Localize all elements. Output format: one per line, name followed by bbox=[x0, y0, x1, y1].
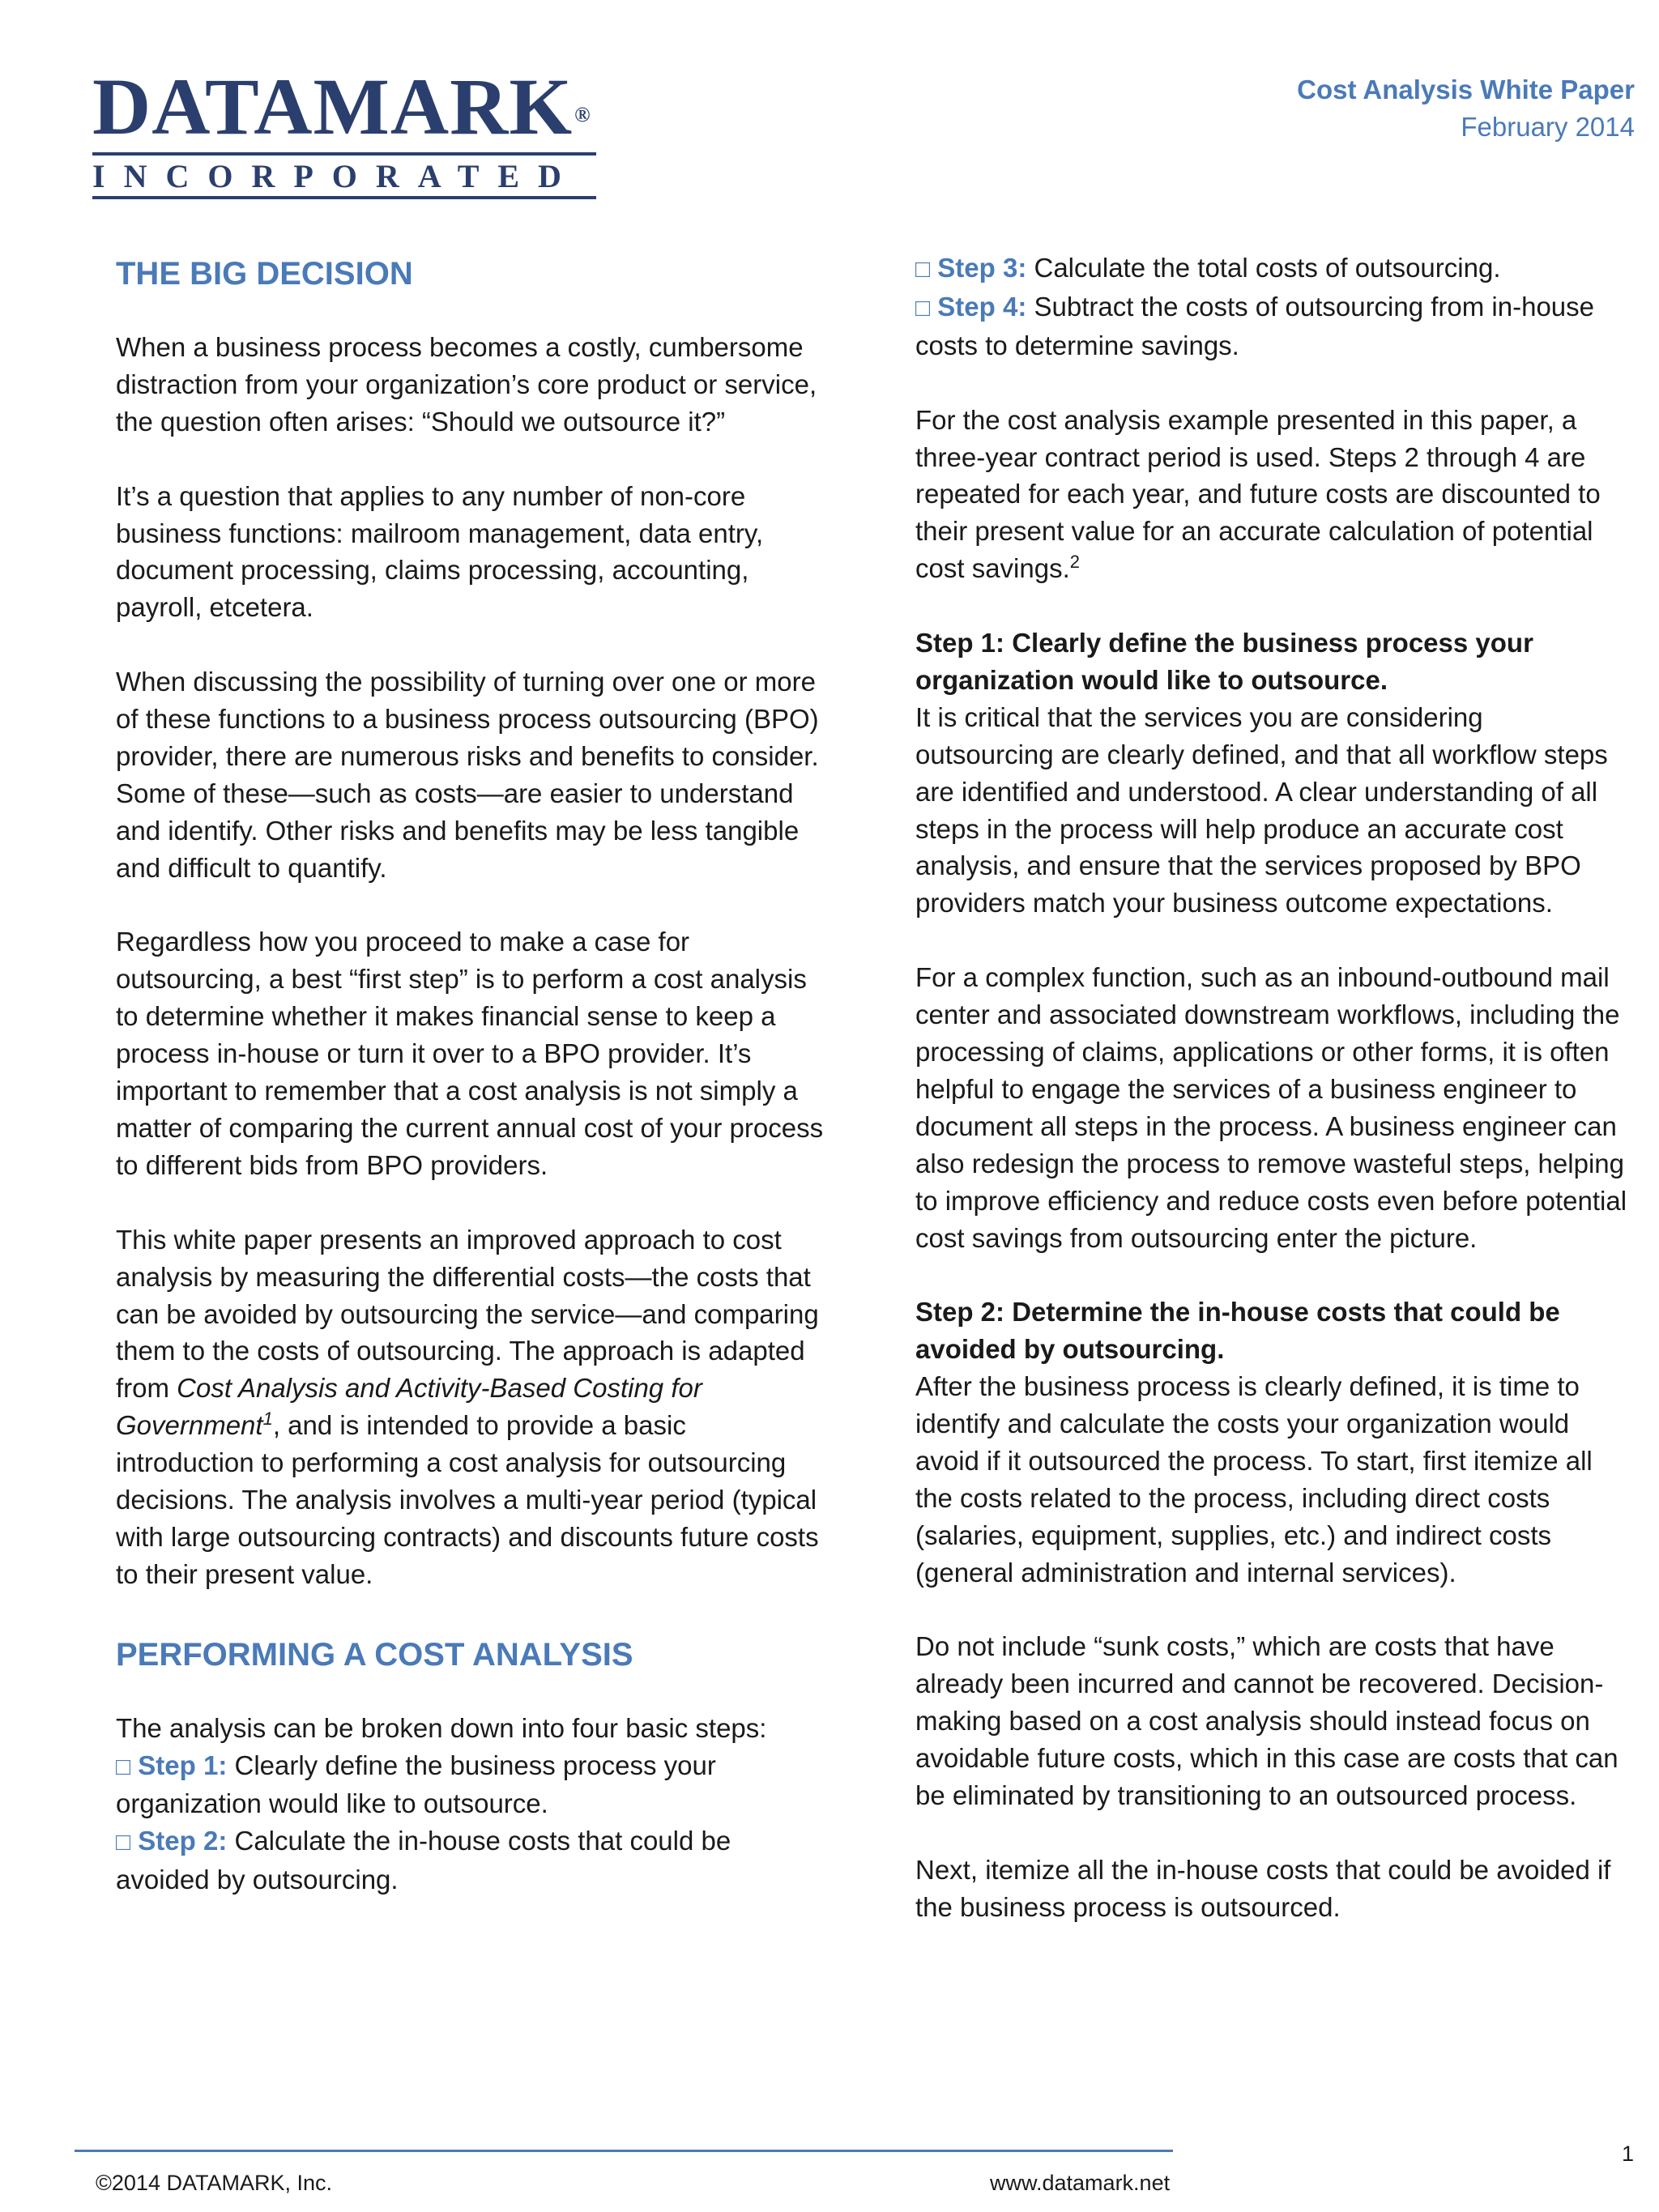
logo-wordmark: DATAMARK® bbox=[92, 62, 591, 151]
logo-rule-bottom bbox=[92, 196, 596, 199]
paragraph: It is critical that the services you are considering outsourcing are clearly defined, and that all workflow steps are identified and understood. A clear understanding of all steps in the process will help produce an accurate cost analysis, and ensure that the services proposed by BPO providers match your business outcome expectations. bbox=[915, 701, 1608, 918]
left-column bbox=[116, 249, 829, 1899]
step-label: Step 4: bbox=[937, 291, 1027, 322]
paragraph: For a complex function, such as an inbound-outbound mail center and associated downstream workflows, including the processing of claims, applications or other forms, it is often helpful to engage the services of a business engineer to document all steps in the process. A business engineer can also redesign the process to remove wasteful steps, helping to improve efficiency and reduce costs even before potential cost savings from outsourcing enter the picture. bbox=[915, 962, 1627, 1253]
paragraph: This white paper presents an improved approach to cost analysis by measuring the differential costs—the costs that can be avoided by outsourcing the service—and comparing them to the costs of outsourcing. The approach is adapted from Cost Analysis and Activity-Based Costing for Government$^1$, and is intended to provide a basic introduction to performing a cost analysis for outsourcing decisions. The analysis involves a multi-year period (typical with large outsourcing contracts) and discounts future costs to their present value. bbox=[116, 1224, 819, 1589]
registered-mark: ® bbox=[574, 103, 591, 126]
paragraph: When a business process becomes a costly, cumbersome distraction from your organization’s core product or service, the question often arises: “Should we outsource it?” bbox=[116, 332, 817, 437]
paragraph: When discussing the possibility of turning over one or more of these functions to a business process outsourcing (BPO) provider, there are numerous risks and benefits to consider. Some of these—such as costs—are easier to understand and identify. Other risks and benefits may be less tangible and difficult to quantify. bbox=[116, 667, 819, 883]
company-logo bbox=[92, 62, 603, 199]
checkbox-icon: □ bbox=[116, 1753, 131, 1780]
paragraph: After the business process is clearly defined, it is time to identify and calculate the costs your organization would avoid if it outsourced the process. To start, first itemize all the costs related to the process, including direct costs (salaries, equipment, supplies, etc.) and indirect costs (general administration and internal services). bbox=[915, 1371, 1593, 1588]
step-item: □ Step 2: Calculate the in-house costs that could be avoided by outsourcing. bbox=[116, 1826, 731, 1895]
section-heading-big-decision: THE BIG DECISION bbox=[116, 256, 413, 292]
footnote-ref: 1 bbox=[262, 1409, 273, 1430]
paragraph: Regardless how you proceed to make a case for outsourcing, a best “first step” is to perform a cost analysis to determine whether it makes financial sense to keep a process in-house or turn it over to a BPO provider. It’s important to remember that a cost analysis is not simply a matter of comparing the current annual cost of your process to different bids from BPO providers. bbox=[116, 927, 824, 1180]
step-label: Step 3: bbox=[937, 253, 1027, 283]
logo-subtitle: INCORPORATED bbox=[92, 158, 580, 194]
step-heading: Step 1: Clearly define the business process your organization would like to outsource. bbox=[915, 628, 1533, 695]
document-header bbox=[1297, 71, 1635, 146]
step-label: Step 2: bbox=[138, 1826, 228, 1856]
checkbox-icon: □ bbox=[116, 1829, 131, 1856]
footer-rule bbox=[75, 2150, 1173, 2152]
checkbox-icon: □ bbox=[915, 294, 931, 322]
step-item: □ Step 1: Clearly define the business process your organization would like to outsource. bbox=[116, 1750, 716, 1819]
step-label: Step 1: bbox=[138, 1750, 228, 1780]
step-heading: Step 2: Determine the in-house costs that could be avoided by outsourcing. bbox=[915, 1297, 1560, 1365]
checkbox-icon: □ bbox=[915, 256, 931, 283]
paragraph: It’s a question that applies to any number of non-core business functions: mailroom management, data entry, document processing, claims processing, accounting, payroll, etcetera. bbox=[116, 480, 764, 623]
footer-copyright: ©2014 DATAMARK, Inc. bbox=[96, 2171, 332, 2195]
right-column bbox=[915, 249, 1628, 1963]
footer-website-link[interactable]: www.datamark.net bbox=[990, 2171, 1171, 2195]
step-item: □ Step 3: Calculate the total costs of outsourcing. bbox=[915, 253, 1501, 283]
step-item: □ Step 4: Subtract the costs of outsourcing from in-house costs to determine savings. bbox=[915, 291, 1595, 360]
section-heading-cost-analysis: PERFORMING A COST ANALYSIS bbox=[116, 1636, 633, 1673]
document-title: Cost Analysis White Paper bbox=[1297, 75, 1635, 104]
paragraph: The analysis can be broken down into four basic steps: bbox=[116, 1712, 767, 1743]
page-number: 1 bbox=[1622, 2142, 1635, 2166]
cited-title: Cost Analysis and Activity-Based Costing for Government bbox=[116, 1373, 702, 1441]
paragraph: Next, itemize all the in-house costs that could be avoided if the business process is outsourced. bbox=[915, 1854, 1611, 1922]
footnote-ref: 2 bbox=[1069, 552, 1080, 573]
document-date: February 2014 bbox=[1461, 112, 1635, 142]
logo-rule-top bbox=[92, 152, 596, 156]
paragraph: For the cost analysis example presented in this paper, a three-year contract period is used. Steps 2 through 4 are repeated for each year, and future costs are discounted to their present value for an accurate calculation of potential cost savings.$^2$ bbox=[915, 404, 1601, 584]
paragraph: Do not include “sunk costs,” which are costs that have already been incurred and cannot be recovered. Decision-making based on a cost analysis should instead focus on avoidable future costs, which in this case are costs that can be eliminated by transitioning to an outsourced process. bbox=[915, 1631, 1618, 1811]
